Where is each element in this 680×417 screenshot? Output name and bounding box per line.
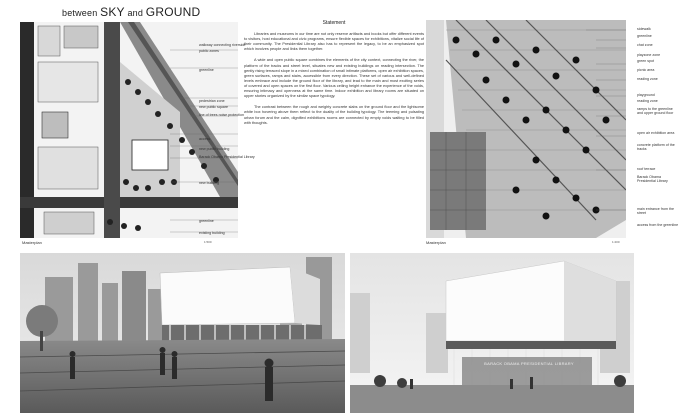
right-plan-svg — [426, 20, 626, 238]
library-sign: BARACK OBAMA PRESIDENTIAL LIBRARY — [484, 361, 574, 366]
right-label-0: sidewalk — [637, 27, 651, 31]
right-label-15: access from the greenline — [637, 223, 679, 227]
statement-paragraph-2: A wide and open public square combines the elements of the city context, connecting the river, the platform of the tracks and street level, situates new and existing buildings on reading intersection. The gently rising terraced slope in a mixed combination of small intimate platforms, open air exhibition spaces, green surfaces, ramps and stairs, accessible from every direction. These set of various and well-defined levels embrace and include the ground floor of the library, and lead to the main and most exciting series of covered and open spaces on the first floor. Various ceiling height enhance the experience of the voids, ensuring intimacy and openness at the same time. Indoor exhibition and library rooms are situated on upper stories organized by the similar space typology. — [244, 58, 424, 99]
title-ground: GROUND — [145, 5, 201, 19]
right-label-9: ramps to the greenline and upper ground floor — [637, 107, 674, 115]
right-label-12: roof terrace — [637, 167, 656, 171]
right-plan-scale: 1:200 — [612, 240, 620, 244]
title-and: and — [127, 8, 144, 18]
left-label-4: new public square — [199, 105, 228, 109]
left-perspective-render — [20, 253, 345, 413]
right-plan-caption: Masterplan — [426, 240, 446, 245]
left-render-svg — [20, 253, 345, 413]
right-label-1: greenline — [637, 34, 652, 38]
statement-paragraph-3: The contrast between the rough and weighty concrete slabs on the ground floor and the lightsome white box hovering above them reflect to the duality of the building typology. The teeming and pulsating urban forum and the calm, dignified exhibitions rooms are connected by empty voids waiting to be filled with thoughts. — [244, 105, 424, 125]
left-label-6: access — [199, 137, 211, 141]
left-label-8: Barack Obama Presidential Library — [199, 155, 255, 159]
statement-title: Statement — [322, 20, 346, 26]
statement-body — [244, 32, 424, 132]
sheet-title — [62, 5, 200, 19]
right-label-11: concrete platform of the tracks — [637, 143, 675, 151]
right-label-8: reading zone — [637, 99, 658, 103]
right-label-2: chat zone — [637, 43, 653, 47]
left-label-5: line of trees noise protection — [199, 113, 244, 117]
statement-paragraph-1: Libraries and museums in our time are not only reserve artifacts and books but offer different events to visitors, host educational and civic programs, ensure flexible spaces for exhibitions, vitalize social life of their community. The Presidential Library also has to represent the legacy, to be an emphasized spot which involves people and links them together. — [244, 32, 424, 52]
title-between: between — [62, 8, 98, 18]
right-masterplan-drawing — [426, 20, 626, 238]
left-label-9: new building — [199, 181, 219, 185]
right-render-svg — [350, 253, 634, 413]
left-label-1: public zones — [199, 49, 219, 53]
right-label-5: picnic area — [637, 68, 655, 72]
left-plan-scale: 1:500 — [204, 240, 212, 244]
right-label-3: playzone zone — [637, 53, 661, 57]
left-label-0: walkway connecting riverside — [199, 43, 246, 47]
right-label-10: open air exhibition area — [637, 131, 675, 135]
right-label-14: main entrance from the street — [637, 207, 674, 215]
right-plan-labels — [637, 28, 679, 254]
right-label-6: reading zone — [637, 77, 658, 81]
left-label-10: greenline — [199, 219, 214, 223]
left-label-7: new public building — [199, 147, 230, 151]
right-label-7: playground — [637, 93, 655, 97]
right-label-4: green spot — [637, 59, 654, 63]
right-label-13: Barack Obama Presidential Library — [637, 175, 668, 183]
title-sky: SKY — [100, 5, 125, 19]
left-label-3: pedestrian zone — [199, 99, 225, 103]
left-label-11: existing building — [199, 231, 225, 235]
left-label-2: greenline — [199, 68, 214, 72]
left-plan-caption: Masterplan — [22, 240, 42, 245]
right-perspective-render — [350, 253, 634, 413]
left-plan-labels — [199, 43, 255, 240]
